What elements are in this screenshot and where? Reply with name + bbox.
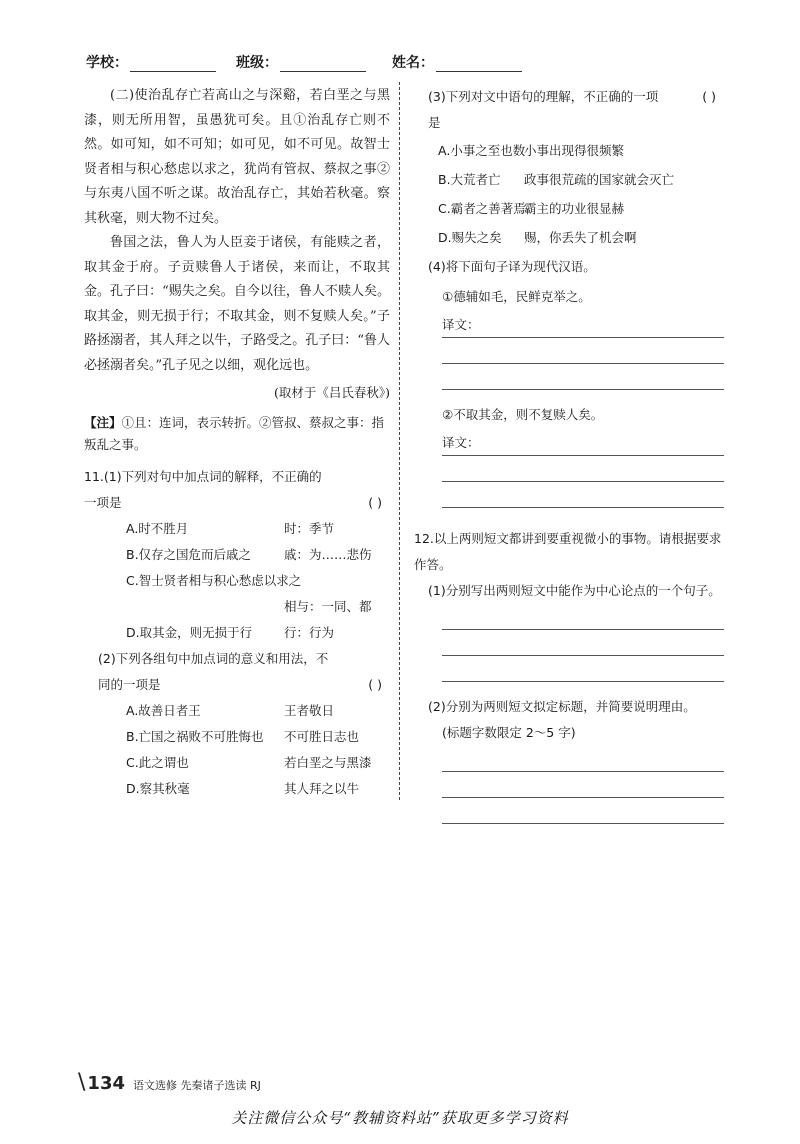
passage-paragraph-1: (二)使治乱存亡若高山之与深谿，若白垩之与黑漆，则无所用智，虽愚犹可矣。且①治乱存亡则不然。如可知，如不可知；如可见，如不可见。故智士贤者相与积心愁虑以求之，犹尚有管叔、蔡叔之事②与东夷八国不听之谋。故治乱存亡，其始若秋毫。察其秋毫，则大物不过矣。 (84, 88, 390, 226)
column-divider (399, 82, 400, 800)
class-field[interactable] (236, 52, 366, 72)
q11-part1-answer-paren[interactable]: ( ) (368, 495, 382, 510)
q11-part3-option-a[interactable]: A.小事之至也数 小事出现得很频繁 (438, 143, 625, 158)
translation-label: 译文： (442, 435, 480, 450)
translation-area-2[interactable] (414, 430, 724, 508)
answer-line[interactable] (442, 430, 724, 456)
q11-part1-option-a[interactable]: A.时不胜月 时：季节 (126, 521, 335, 536)
q11-part1-option-d[interactable]: D.取其金，则无损于行 行：行为 (126, 625, 335, 640)
handwritten-promo-note: 关注微信公众号“教辅资料站”获取更多学习资料 (231, 1109, 569, 1127)
page-footer (78, 1070, 261, 1095)
book-title: 语文选修 先秦诸子选读 RJ (133, 1079, 261, 1092)
q11-part3-option-d[interactable]: D.赐失之矣 赐，你丢失了机会啊 (438, 230, 637, 245)
class-blank[interactable] (280, 55, 366, 72)
answer-line[interactable] (442, 656, 724, 682)
name-field[interactable] (392, 52, 522, 72)
student-info-header (86, 52, 740, 74)
q11-part4-stem: (4)将下面句子译为现代汉语。 (428, 259, 596, 274)
q12-part2-constraint: (标题字数限定 2～5 字) (442, 725, 576, 740)
school-blank[interactable] (130, 55, 216, 72)
answer-line[interactable] (442, 364, 724, 390)
question-12-stem: 12.以上两则短文都讲到要重视微小的事物。请根据要求作答。 (414, 531, 722, 572)
passage-note (84, 412, 390, 456)
translate-sentence-1: ①德辅如毛，民鲜克举之。 (442, 289, 591, 304)
q11-part3-option-c[interactable]: C.霸者之善著焉 霸主的功业很显赫 (438, 201, 625, 216)
q12-part2-answer-area[interactable] (414, 746, 724, 824)
name-label: 姓名： (392, 55, 434, 71)
left-column (84, 84, 390, 802)
note-label: 【注】 (84, 415, 122, 430)
q11-part3-answer-paren[interactable]: ( ) (702, 89, 716, 104)
q12-part1-stem: (1)分别写出两则短文中能作为中心论点的一个句子。 (428, 583, 721, 598)
question-11 (84, 464, 390, 802)
class-label: 班级： (236, 55, 278, 71)
q11-part3-option-b[interactable]: B.大荒者亡 政事很荒疏的国家就会灭亡 (438, 172, 675, 187)
q11-part2-option-b[interactable]: B.亡国之祸败不可胜悔也 不可胜日志也 (126, 729, 360, 744)
q11-part2-answer-paren[interactable]: ( ) (368, 677, 382, 692)
translation-label: 译文： (442, 317, 480, 332)
answer-line[interactable] (442, 456, 724, 482)
answer-line[interactable] (442, 798, 724, 824)
answer-line[interactable] (442, 630, 724, 656)
q11-part3-stem: (3)下列对文中语句的理解，不正确的一项是 ( ) (414, 84, 724, 136)
question-11-part3 (414, 84, 724, 824)
note-text: ①且：连词，表示转折。②管叔、蔡叔之事：指叛乱之事。 (84, 415, 385, 452)
q11-part1-option-b[interactable]: B.仅存之国危而后戚之 戚：为……悲伤 (126, 547, 372, 562)
q11-part1-option-c-gloss: 相与：一同、都 (284, 599, 372, 614)
right-column (414, 84, 724, 824)
answer-line[interactable] (442, 746, 724, 772)
q11-part2-stem: (2)下列各组句中加点词的意义和用法，不同的一项是 ( ) (84, 646, 390, 698)
answer-line[interactable] (442, 772, 724, 798)
q12-part1-answer-area[interactable] (414, 604, 724, 682)
name-blank[interactable] (436, 55, 522, 72)
footer-slash-mark: \ (78, 1070, 86, 1095)
school-field[interactable] (86, 52, 216, 72)
answer-line[interactable] (442, 338, 724, 364)
q11-part1-stem: 11.(1)下列对句中加点词的解释，不正确的一项是 ( ) (84, 464, 390, 516)
translation-area-1[interactable] (414, 312, 724, 390)
q11-part1-option-c[interactable]: C.智士贤者相与积心愁虑以求之 (126, 573, 302, 588)
translate-sentence-2: ②不取其金，则不复赎人矣。 (442, 407, 604, 422)
answer-line[interactable] (442, 312, 724, 338)
passage-paragraph-2: 鲁国之法，鲁人为人臣妾于诸侯，有能赎之者，取其金于府。子贡赎鲁人于诸侯，来而让，不取其金。孔子曰：“赐失之矣。自今以往，鲁人不赎人矣。取其金，则无损于行；不取其金，则不复赎人矣。”子路拯溺者，其人拜之以牛，子路受之。孔子曰：“鲁人必拯溺者矣。”孔子见之以细，观化远也。 (84, 235, 390, 373)
q11-part2-option-c[interactable]: C.此之谓也 若白垩之与黑漆 (126, 755, 372, 770)
q11-part2-option-d[interactable]: D.察其秋毫 其人拜之以牛 (126, 781, 360, 796)
passage-source: (取材于《吕氏春秋》) (273, 385, 390, 400)
q11-part2-option-a[interactable]: A.故善日者王 王者敬日 (126, 703, 335, 718)
page-number: 134 (87, 1073, 125, 1094)
answer-line[interactable] (442, 482, 724, 508)
school-label: 学校： (86, 55, 128, 71)
answer-line[interactable] (442, 604, 724, 630)
q12-part2-stem: (2)分别为两则短文拟定标题，并简要说明理由。 (428, 699, 696, 714)
reading-passage (84, 84, 390, 378)
